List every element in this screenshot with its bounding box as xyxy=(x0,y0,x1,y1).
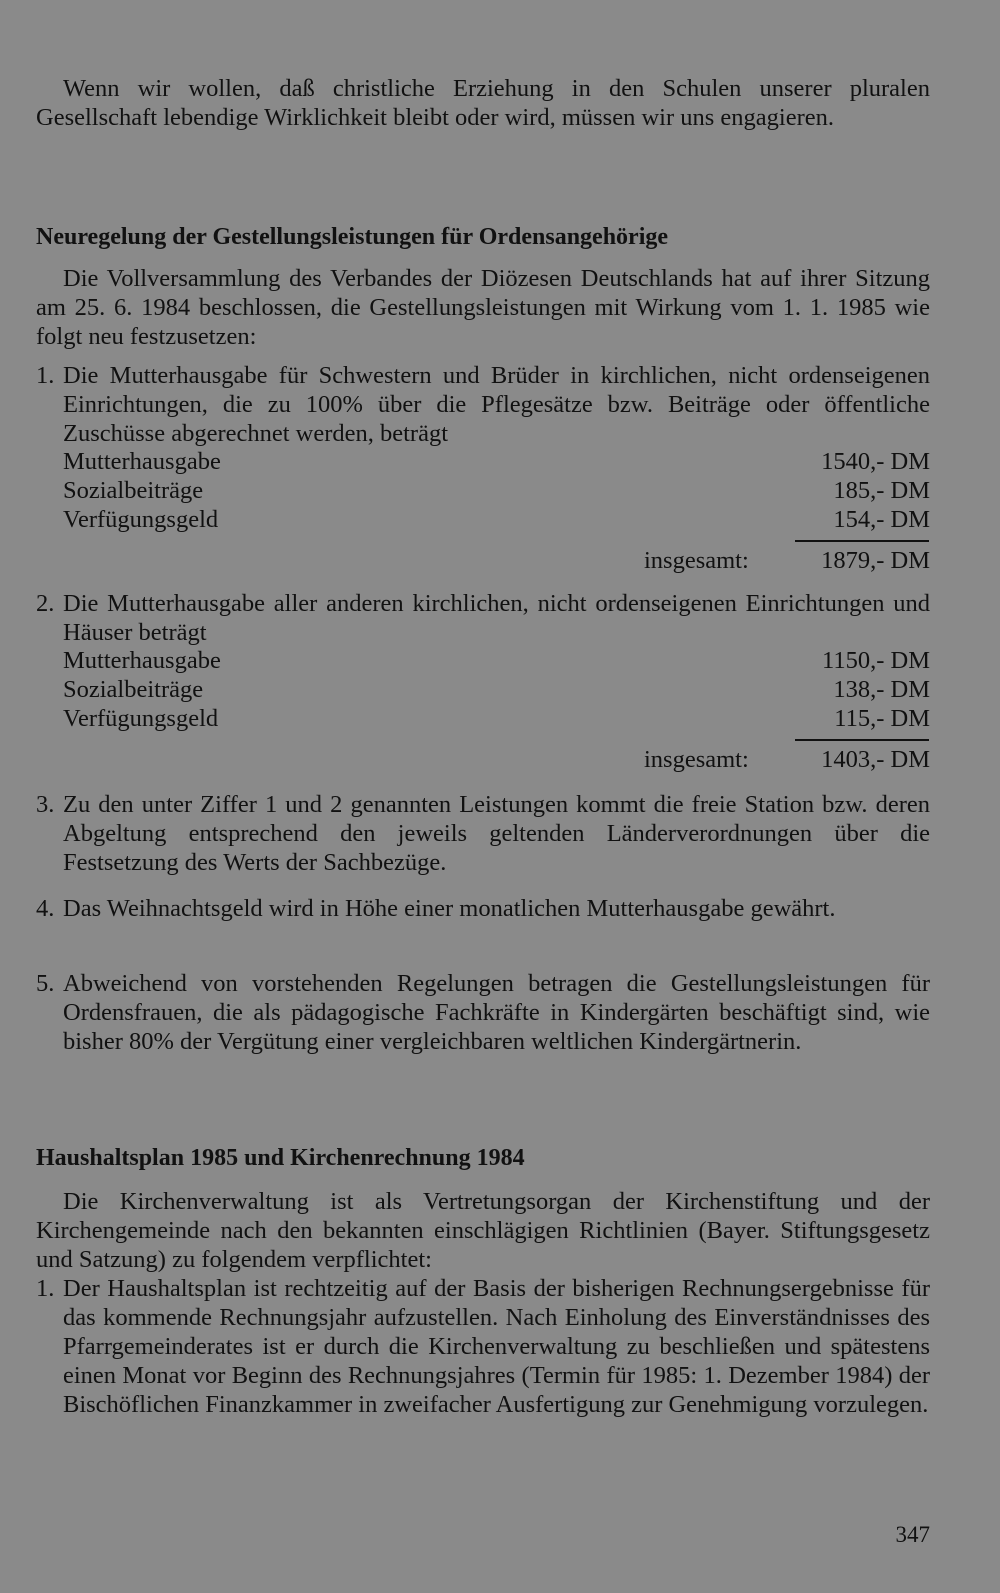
row-label: Sozialbeiträge xyxy=(63,676,204,703)
item-number: 1. xyxy=(36,1275,55,1302)
intro-paragraph: Wenn wir wollen, daß christliche Erziehung in den Schulen unserer pluralen Gesellschaft lebendige Wirklichkeit bleibt oder wird, müssen wir uns engagieren. xyxy=(36,75,930,131)
section1-item-1 xyxy=(36,361,930,448)
row-amount: 138,- DM xyxy=(833,676,930,703)
page-number: 347 xyxy=(895,1522,930,1547)
row-label: Mutterhausgabe xyxy=(63,448,221,475)
total-label: insgesamt: xyxy=(644,547,749,574)
total-label: insgesamt: xyxy=(644,746,749,773)
section2-intro: Die Kirchenverwaltung ist als Vertretungsorgan der Kirchenstiftung und der Kirchengemeinde nach den bekannten einschlägigen Richtlinien (Bayer. Stiftungsgesetz und Satzung) zu folgendem verpflichtet: xyxy=(36,1188,930,1273)
section1-item-4 xyxy=(36,894,930,923)
row-label: Mutterhausgabe xyxy=(63,647,221,674)
item-number: 1. xyxy=(36,362,55,389)
item-text: Zu den unter Ziffer 1 und 2 genannten Leistungen kommt die freie Station bzw. deren Abgeltung entsprechend den jeweils geltenden Länderverordnungen über die Festsetzung des Werts der Sachbezüge. xyxy=(63,791,930,876)
total-amount: 1879,- DM xyxy=(821,547,930,574)
row-amount: 1150,- DM xyxy=(822,647,930,674)
item-number: 5. xyxy=(36,970,55,997)
section1-item-3 xyxy=(36,790,930,877)
row-label: Verfügungsgeld xyxy=(63,506,219,533)
section2-item-1 xyxy=(36,1274,930,1419)
section1-intro: Die Vollversammlung des Verbandes der Diözesen Deutschlands hat auf ihrer Sitzung am 25. 6. 1984 beschlossen, die Gestellungsleistungen mit Wirkung vom 1. 1. 1985 wie folgt neu festzusetzen: xyxy=(36,265,930,350)
table2-total-rule xyxy=(795,739,929,741)
table1-row xyxy=(63,476,930,505)
item-number: 2. xyxy=(36,590,55,617)
section1-heading: Neuregelung der Gestellungsleistungen für Ordensangehörige xyxy=(36,224,669,250)
item-number: 4. xyxy=(36,895,55,922)
row-label: Verfügungsgeld xyxy=(63,705,219,732)
section1-item-5 xyxy=(36,969,930,1056)
item-text: Die Mutterhausgabe für Schwestern und Brüder in kirchlichen, nicht ordenseigenen Einrichtungen, die zu 100% über die Pflegesätze bzw. Beiträge oder öffentliche Zuschüsse abgerechnet werden, beträgt xyxy=(63,362,930,447)
item-text: Der Haushaltsplan ist rechtzeitig auf der Basis der bisherigen Rechnungsergebnisse für das kommende Rechnungsjahr aufzustellen. Nach Einholung des Einverständnisses des Pfarrgemeinderates ist er durch die Kirchenverwaltung zu beschließen und spätestens einen Monat vor Beginn des Rechnungsjahres (Termin für 1985: 1. Dezember 1984) der Bischöflichen Finanzkammer in zweifacher Ausfertigung zur Genehmigung vorzulegen. xyxy=(63,1275,930,1418)
item-text: Die Mutterhausgabe aller anderen kirchlichen, nicht ordenseigenen Einrichtungen und Häuser beträgt xyxy=(63,590,930,646)
row-amount: 185,- DM xyxy=(833,477,930,504)
section1-item-2 xyxy=(36,589,930,647)
row-amount: 115,- DM xyxy=(834,705,930,732)
row-label: Sozialbeiträge xyxy=(63,477,204,504)
item-number: 3. xyxy=(36,791,55,818)
table1-row xyxy=(63,505,930,534)
row-amount: 1540,- DM xyxy=(821,448,930,475)
table1-total-rule xyxy=(795,540,929,542)
total-amount: 1403,- DM xyxy=(821,746,930,773)
row-amount: 154,- DM xyxy=(833,506,930,533)
item-text: Das Weihnachtsgeld wird in Höhe einer monatlichen Mutterhausgabe gewährt. xyxy=(63,895,836,922)
section2-heading: Haushaltsplan 1985 und Kirchenrechnung 1984 xyxy=(36,1145,525,1171)
item-text: Abweichend von vorstehenden Regelungen betragen die Gestellungsleistungen für Ordensfrauen, die als pädagogische Fachkräfte in Kindergärten beschäftigt sind, wie bisher 80% der Vergütung einer vergleichbaren weltlichen Kindergärtnerin. xyxy=(63,970,930,1055)
table2-total xyxy=(580,745,930,774)
table1-row xyxy=(63,447,930,476)
table2-row xyxy=(63,675,930,704)
table1-total xyxy=(580,546,930,575)
table2-row xyxy=(63,704,930,733)
table2-row xyxy=(63,646,930,675)
